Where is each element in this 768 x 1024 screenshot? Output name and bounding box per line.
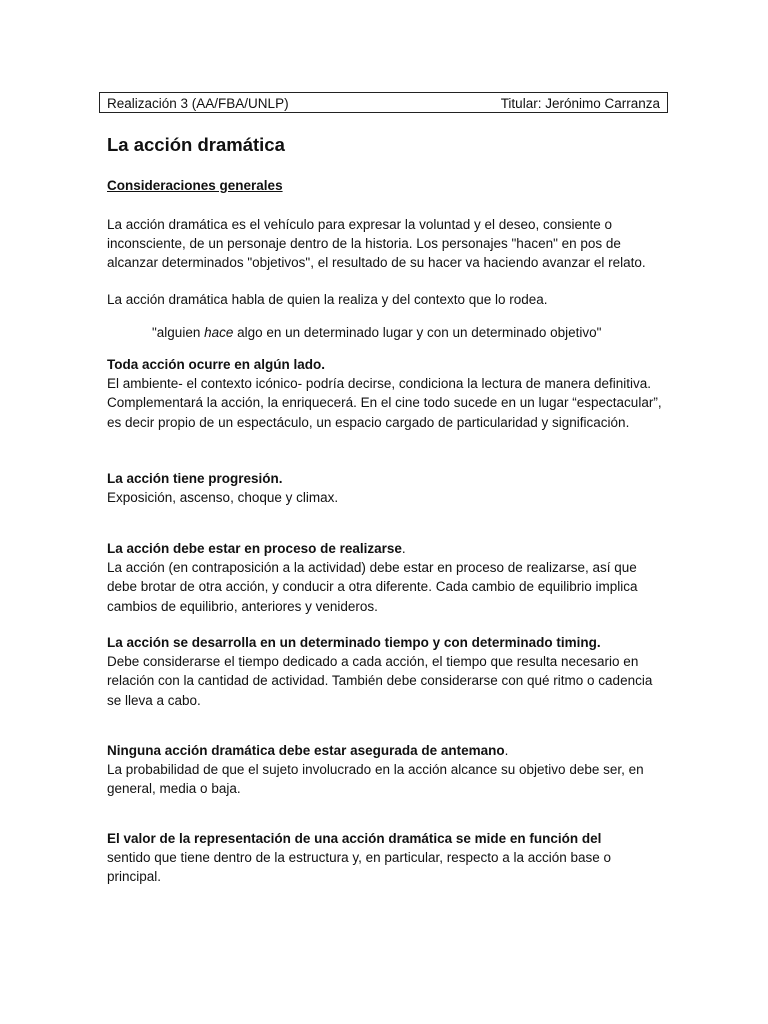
- section-body: La probabilidad de que el sujeto involucrado en la acción alcance su objetivo debe ser, en general, media o baja.: [107, 762, 644, 797]
- quote-text-before: "alguien: [152, 325, 205, 340]
- section-heading: Consideraciones generales: [107, 178, 283, 193]
- section-heading-text: La acción debe estar en proceso de realizarse: [107, 541, 402, 556]
- quote-emphasis: hace: [204, 325, 234, 340]
- paragraph-text: La acción dramática habla de quien la realiza y del contexto que lo rodea.: [107, 292, 548, 307]
- section-body: Debe considerarse el tiempo dedicado a cada acción, el tiempo que resulta necesario en relación con la cantidad de actividad. También debe considerarse con qué ritmo o cadencia se lleva a cabo.: [107, 654, 653, 708]
- section-4: [107, 633, 667, 710]
- section-body: El ambiente- el contexto icónico- podría decirse, condiciona la lectura de manera definitiva. Complementará la acción, la enriquecerá. En el cine todo sucede en un lugar “espectacular”, es decir propio de un espectáculo, un espacio cargado de particularidad y significación.: [107, 376, 662, 430]
- section-heading-suffix: .: [504, 743, 509, 758]
- quote-text-after: algo en un determinado lugar y con un determinado objetivo": [233, 325, 602, 340]
- section-body: sentido que tiene dentro de la estructura y, en particular, respecto a la acción base o principal.: [107, 850, 612, 885]
- instructor-label: Titular: Jerónimo Carranza: [500, 96, 660, 111]
- section-5: [107, 741, 667, 799]
- intro-paragraph-2: [107, 290, 667, 309]
- section-3: [107, 539, 667, 616]
- section-body: La acción (en contraposición a la actividad) debe estar en proceso de realizarse, así que debe brotar de otra acción, y conducir a otra diferente. Cada cambio de equilibrio implica cambios de equilibrio, anteriores y venideros.: [107, 560, 638, 614]
- intro-paragraph-1: [107, 215, 667, 273]
- section-heading-text: La acción se desarrolla en un determinado tiempo y con determinado timing.: [107, 635, 601, 650]
- section-heading-text: Ninguna acción dramática debe estar asegurada de antemano: [107, 743, 505, 758]
- course-label: Realización 3 (AA/FBA/UNLP): [107, 96, 289, 111]
- quote-line: [152, 323, 601, 342]
- paragraph-text: La acción dramática es el vehículo para expresar la voluntad y el deseo, consiente o inconsciente, de un personaje dentro de la historia. Los personajes "hacen" en pos de alcanzar determinados "objetivos", el resultado de su hacer va haciendo avanzar el relato.: [107, 217, 646, 271]
- section-1: [107, 355, 667, 432]
- section-6: [107, 829, 667, 887]
- section-heading-suffix: .: [401, 541, 406, 556]
- document-header: [99, 92, 668, 113]
- section-2: [107, 469, 667, 507]
- section-body: Exposición, ascenso, choque y climax.: [107, 490, 339, 506]
- section-heading-text: Toda acción ocurre en algún lado.: [107, 357, 326, 372]
- section-heading-text: El valor de la representación de una acción dramática se mide en función del: [107, 831, 602, 846]
- document-title: La acción dramática: [107, 134, 285, 155]
- section-heading-text: La acción tiene progresión.: [107, 471, 283, 486]
